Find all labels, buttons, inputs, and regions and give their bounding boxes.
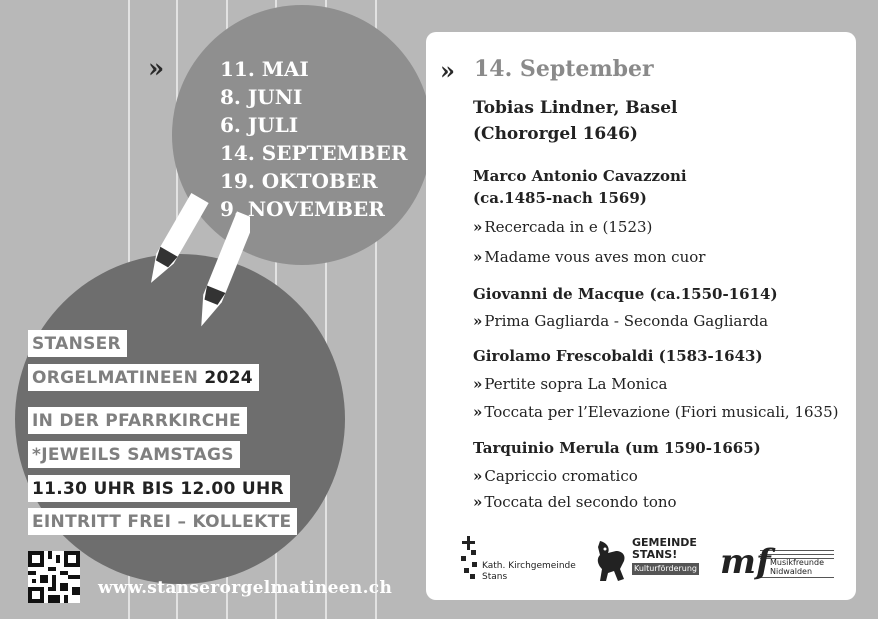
musikfreunde-name: Musikfreunde	[770, 558, 824, 567]
piece-title: Toccata per l’Elevazione (Fiori musicali, 1635)	[484, 403, 839, 421]
date-item: 11. MAI	[220, 57, 309, 81]
performer-organ: (Chororgel 1646)	[473, 124, 638, 144]
chevron-double-right-icon: »	[148, 54, 159, 84]
piece-item	[473, 467, 638, 485]
kirchgemeinde-logo	[482, 561, 576, 583]
gemeinde-label: GEMEINDE	[632, 536, 697, 549]
chevron-double-right-icon: »	[473, 375, 481, 393]
location-label: IN DER PFARRKIRCHE	[28, 407, 247, 434]
entry-label: EINTRITT FREI – KOLLEKTE	[28, 508, 297, 535]
piece-title: Pertite sopra La Monica	[484, 375, 668, 393]
piece-title: Madame vous aves mon cuor	[484, 248, 706, 266]
qr-code[interactable]	[28, 551, 80, 603]
musikfreunde-logo	[720, 542, 836, 584]
chevron-double-right-icon: »	[473, 218, 481, 236]
title-series: ORGELMATINEEN	[32, 368, 199, 388]
composer-title: Tarquinio Merula (um 1590-1665)	[473, 439, 761, 457]
piece-item	[473, 375, 667, 393]
stans-ibex-icon	[594, 539, 630, 583]
title-line1: STANSER	[28, 330, 127, 357]
kirchgemeinde-place: Stans	[482, 572, 508, 582]
composer-title	[473, 165, 687, 209]
website-link[interactable]: www.stanserorgelmatineen.ch	[98, 578, 393, 598]
piece-item	[473, 403, 839, 421]
composer-title: Girolamo Frescobaldi (1583-1643)	[473, 347, 763, 365]
time-label: 11.30 UHR BIS 12.00 UHR	[28, 475, 290, 502]
title-year: 2024	[204, 368, 253, 388]
composer-name: Marco Antonio Cavazzoni	[473, 167, 687, 185]
chevron-double-right-icon: »	[473, 403, 481, 421]
title-line2	[28, 364, 259, 391]
dates-list	[220, 55, 408, 223]
musikfreunde-place: Nidwalden	[770, 567, 813, 576]
composer-title: Giovanni de Macque (ca.1550-1614)	[473, 285, 778, 303]
chevron-double-right-icon: »	[473, 493, 481, 511]
date-item: 8. JUNI	[220, 85, 303, 109]
chevron-double-right-icon: »	[440, 56, 450, 85]
date-item: 9. NOVEMBER	[220, 197, 385, 221]
chevron-double-right-icon: »	[473, 467, 481, 485]
kirchgemeinde-logo-icon	[458, 536, 480, 582]
mf-monogram: mf	[720, 542, 771, 582]
kulturfoerderung-label: Kulturförderung	[634, 564, 698, 573]
piece-title: Capriccio cromatico	[484, 467, 638, 485]
piece-item	[473, 493, 677, 511]
stans-label: STANS!	[632, 548, 678, 561]
chevron-double-right-icon: »	[473, 248, 481, 266]
gemeinde-stans-logo	[632, 537, 699, 575]
date-item: 14. SEPTEMBER	[220, 141, 408, 165]
piece-title: Prima Gagliarda - Seconda Gagliarda	[484, 312, 769, 330]
piece-title: Recercada in e (1523)	[484, 218, 653, 236]
piece-item	[473, 248, 705, 266]
performer-name: Tobias Lindner, Basel	[473, 98, 678, 118]
chevron-double-right-icon: »	[473, 312, 481, 330]
performer	[473, 95, 678, 147]
composer-dates: (ca.1485-nach 1569)	[473, 189, 647, 207]
piece-title: Toccata del secondo tono	[484, 493, 677, 511]
date-item: 19. OKTOBER	[220, 169, 378, 193]
kirchgemeinde-name: Kath. Kirchgemeinde	[482, 561, 576, 571]
program-date: 14. September	[474, 56, 654, 82]
days-label: *JEWEILS SAMSTAGS	[28, 441, 240, 468]
piece-item	[473, 312, 768, 330]
piece-item	[473, 218, 652, 236]
date-item: 6. JULI	[220, 113, 299, 137]
